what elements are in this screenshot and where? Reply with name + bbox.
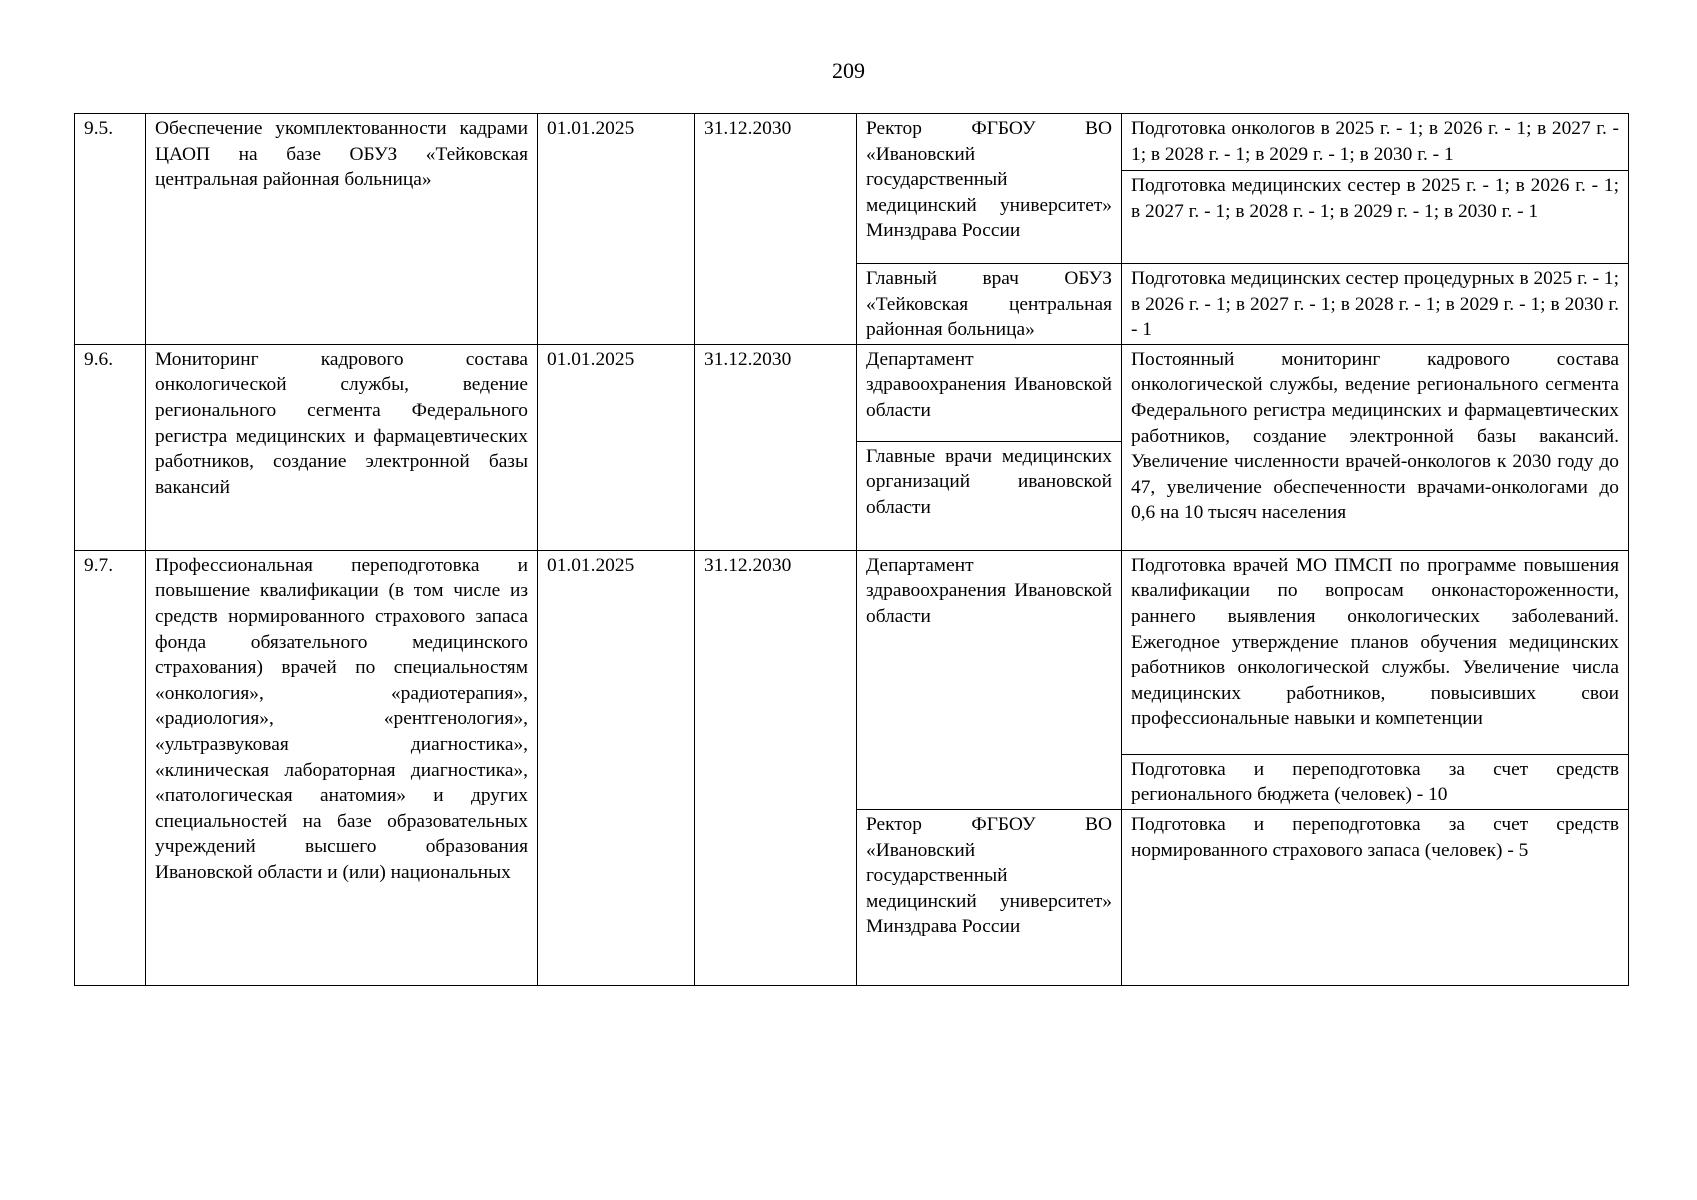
result-cell: Подготовка и переподготовка за счет средств регионального бюджета (человек) - 10 [1122, 754, 1629, 809]
activity-cell: Обеспечение укомплектованности кадрами ЦАОП на базе ОБУЗ «Тейковская центральная районная больница» [146, 114, 538, 345]
end-date-cell: 31.12.2030 [695, 550, 857, 985]
responsible-cell: Главный врач ОБУЗ «Тейковская центральная районная больница» [857, 264, 1122, 345]
page-number: 209 [832, 58, 865, 83]
responsible-cell: Главные врачи медицинских организаций ивановской области [857, 441, 1122, 550]
table-row [75, 344, 1629, 441]
result-cell: Подготовка врачей МО ПМСП по программе повышения квалификации по вопросам онконастороженности, раннего выявления онкологических заболеваний. Ежегодное утверждение планов обучения медицинских работников онкологической службы. Увеличение числа медицинских работников, повысивших свои профессиональные навыки и компетенции [1122, 550, 1629, 754]
responsible-cell: Департамент здравоохранения Ивановской области [857, 344, 1122, 441]
end-date-cell: 31.12.2030 [695, 114, 857, 345]
row-number: 9.7. [75, 550, 146, 985]
table-row [75, 114, 1629, 171]
result-cell: Подготовка онкологов в 2025 г. - 1; в 2026 г. - 1; в 2027 г. - 1; в 2028 г. - 1; в 2029 г. - 1; в 2030 г. - 1 [1122, 114, 1629, 171]
result-cell: Подготовка медицинских сестер процедурных в 2025 г. - 1; в 2026 г. - 1; в 2027 г. - 1; в 2028 г. - 1; в 2029 г. - 1; в 2030 г. - 1 [1122, 264, 1629, 345]
start-date-cell: 01.01.2025 [538, 114, 695, 345]
measures-table [74, 113, 1629, 986]
start-date-cell: 01.01.2025 [538, 550, 695, 985]
result-cell: Подготовка и переподготовка за счет средств нормированного страхового запаса (человек) - 5 [1122, 809, 1629, 985]
row-number: 9.5. [75, 114, 146, 345]
row-number: 9.6. [75, 344, 146, 550]
responsible-cell: Ректор ФГБОУ ВО «Ивановский государственный медицинский университет» Минздрава России [857, 809, 1122, 985]
result-cell: Постоянный мониторинг кадрового состава онкологической службы, ведение регионального сегмента Федерального регистра медицинских и фармацевтических работников, создание электронной базы вакансий. Увеличение численности врачей-онкологов к 2030 году до 47, увеличение обеспеченности врачами-онкологами до 0,6 на 10 тысяч населения [1122, 344, 1629, 550]
result-cell: Подготовка медицинских сестер в 2025 г. - 1; в 2026 г. - 1; в 2027 г. - 1; в 2028 г. - 1; в 2029 г. - 1; в 2030 г. - 1 [1122, 171, 1629, 264]
activity-cell: Мониторинг кадрового состава онкологической службы, ведение регионального сегмента Федерального регистра медицинских и фармацевтических работников, создание электронной базы вакансий [146, 344, 538, 550]
end-date-cell: 31.12.2030 [695, 344, 857, 550]
start-date-cell: 01.01.2025 [538, 344, 695, 550]
table-row [75, 550, 1629, 754]
responsible-cell: Ректор ФГБОУ ВО «Ивановский государственный медицинский университет» Минздрава России [857, 114, 1122, 264]
activity-cell: Профессиональная переподготовка и повышение квалификации (в том числе из средств нормированного страхового запаса фонда обязательного медицинского страхования) врачей по специальностям «онкология», «радиотерапия», «радиология», «рентгенология», «ультразвуковая диагностика», «клиническая лабораторная диагностика», «патологическая анатомия» и других специальностей на базе образовательных учреждений высшего образования Ивановской области и (или) национальных [146, 550, 538, 985]
responsible-cell: Департамент здравоохранения Ивановской области [857, 550, 1122, 809]
